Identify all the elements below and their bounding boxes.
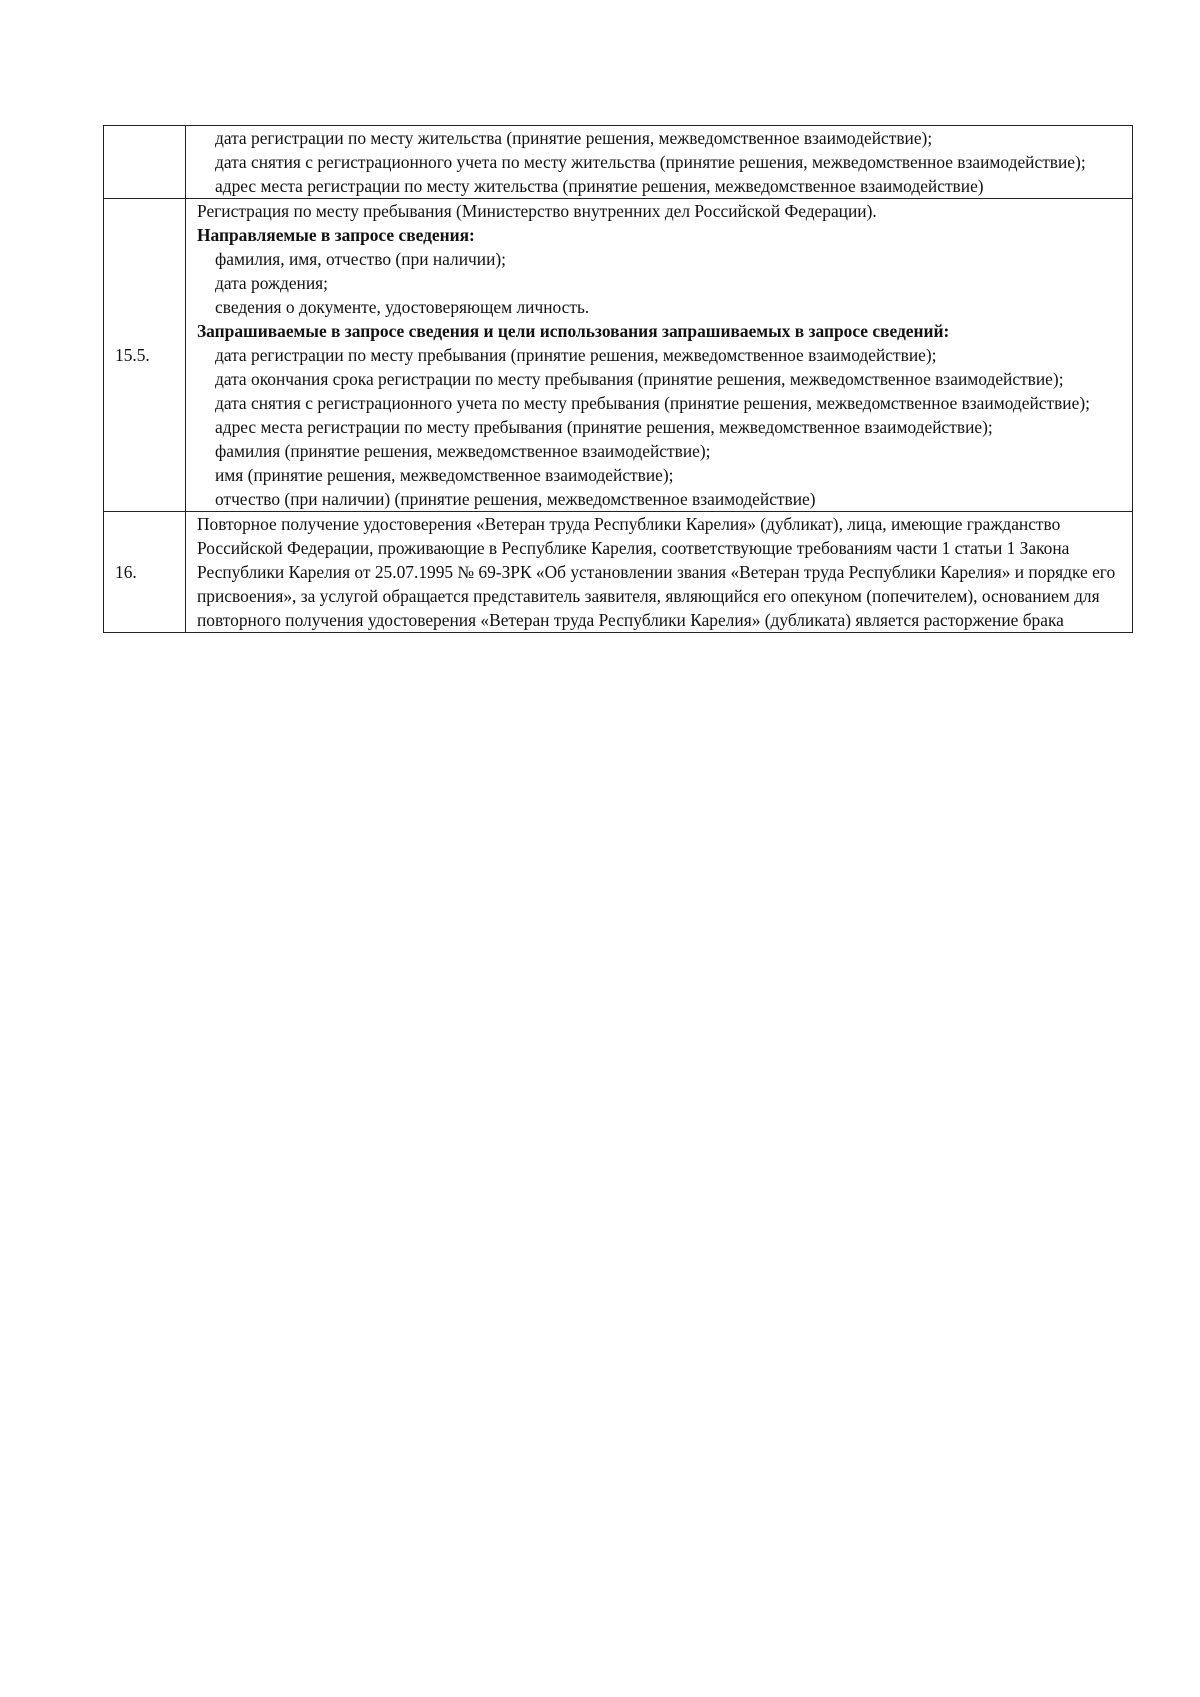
section-intro: Регистрация по месту пребывания (Министерство внутренних дел Российской Федерации).: [197, 201, 877, 221]
row-number-cell: [104, 199, 186, 512]
table-row: [104, 199, 1133, 512]
table-row: [104, 126, 1133, 199]
list-item: дата регистрации по месту пребывания (принятие решения, межведомственное взаимодействие);: [215, 345, 937, 365]
list-item: дата окончания срока регистрации по месту пребывания (принятие решения, межведомственное взаимодействие);: [215, 369, 1064, 389]
list-item: адрес места регистрации по месту жительства (принятие решения, межведомственное взаимодействие): [215, 176, 984, 196]
row-content-cell: [186, 512, 1133, 633]
list-item: имя (принятие решения, межведомственное взаимодействие);: [215, 465, 674, 485]
row-content-cell: [186, 199, 1133, 512]
list-item: дата рождения;: [215, 273, 328, 293]
list-item: фамилия (принятие решения, межведомственное взаимодействие);: [215, 441, 711, 461]
requested-data-heading: Запрашиваемые в запросе сведения и цели использования запрашиваемых в запросе сведений:: [197, 321, 950, 341]
table-row: [104, 512, 1133, 633]
sent-data-heading: Направляемые в запросе сведения:: [197, 225, 475, 245]
row-number-cell: [104, 126, 186, 199]
row-description: Повторное получение удостоверения «Ветеран труда Республики Карелия» (дубликат), лица, имеющие гражданство Российской Федерации, проживающие в Республике Карелия, соответствующие требованиям части 1 статьи 1 Закона Республики Карелия от 25.07.1995 № 69-ЗРК «Об установлении звания «Ветеран труда Республики Карелия» и порядке его присвоения», за услугой обращается представитель заявителя, являющийся его опекуном (попечителем), основанием для повторного получения удостоверения «Ветеран труда Республики Карелия» (дубликата) является расторжение брака: [197, 514, 1116, 630]
row-number-cell: [104, 512, 186, 633]
document-table: [103, 125, 1133, 633]
list-item: сведения о документе, удостоверяющем личность.: [215, 297, 590, 317]
row-number: 16.: [115, 562, 137, 582]
list-item: адрес места регистрации по месту пребывания (принятие решения, межведомственное взаимодействие);: [215, 417, 993, 437]
row-content-cell: [186, 126, 1133, 199]
list-item: дата снятия с регистрационного учета по месту жительства (принятие решения, межведомственное взаимодействие);: [215, 152, 1086, 172]
row-number: 15.5.: [115, 345, 150, 365]
list-item: дата снятия с регистрационного учета по месту пребывания (принятие решения, межведомственное взаимодействие);: [215, 393, 1090, 413]
list-item: дата регистрации по месту жительства (принятие решения, межведомственное взаимодействие);: [215, 128, 933, 148]
list-item: фамилия, имя, отчество (при наличии);: [215, 249, 506, 269]
list-item: отчество (при наличии) (принятие решения, межведомственное взаимодействие): [215, 489, 816, 509]
